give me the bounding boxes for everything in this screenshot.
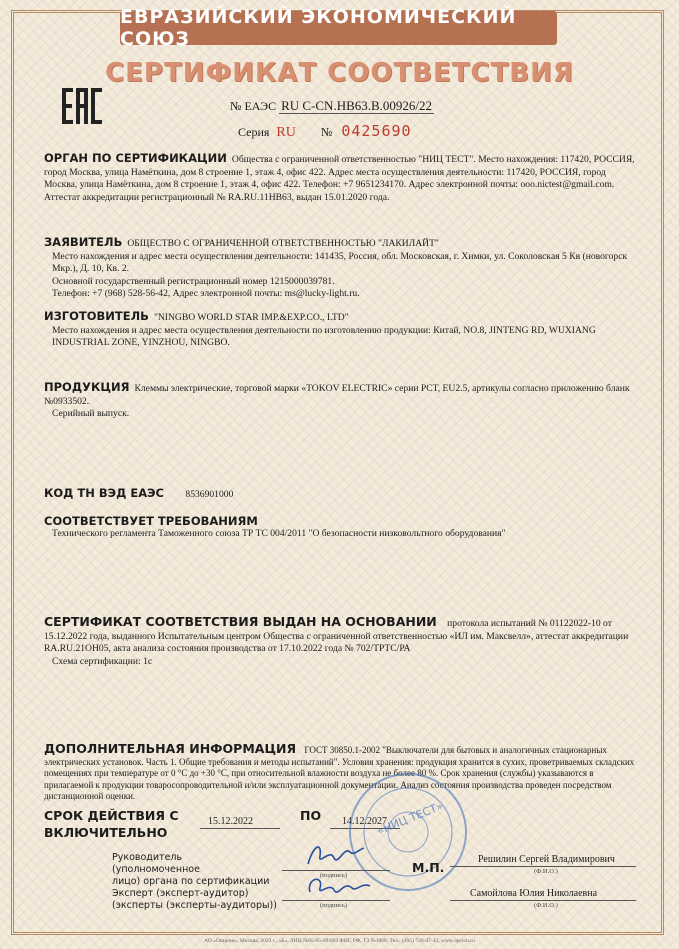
manufacturer-name: "NINGBO WORLD STAR IMP.&EXP.CO., LTD" — [153, 312, 349, 323]
product-serial: Серийный выпуск. — [52, 408, 130, 419]
validity-label: СРОК ДЕЙСТВИЯ С — [44, 808, 179, 823]
applicant-label: ЗАЯВИТЕЛЬ — [44, 235, 123, 249]
expert-name: Самойлова Юлия Николаевна — [470, 888, 598, 899]
head-label: Руководитель (уполномоченное лицо) органа по сертификации — [112, 852, 270, 887]
certificate-title: СЕРТИФИКАТ СООТВЕТСТВИЯ — [105, 58, 574, 88]
validity-inclusive: ВКЛЮЧИТЕЛЬНО — [44, 825, 168, 840]
certificate-number-value: RU C-CN.НВ63.В.00926/22 — [281, 98, 433, 113]
series-line — [238, 122, 412, 141]
additional-label: ДОПОЛНИТЕЛЬНАЯ ИНФОРМАЦИЯ — [44, 741, 297, 756]
applicant-name: ОБЩЕСТВО С ОГРАНИЧЕННОЙ ОТВЕТСТВЕННОСТЬЮ "ЛАКИЛАЙТ" — [127, 238, 439, 249]
tnved-label: КОД ТН ВЭД ЕАЭС — [44, 486, 164, 500]
tnved-section — [44, 487, 636, 502]
basis-scheme: Схема сертификации: 1с — [52, 655, 153, 667]
manufacturer-section — [44, 310, 636, 350]
requirements-section — [44, 515, 636, 540]
requirements-label: СООТВЕТСТВУЕТ ТРЕБОВАНИЯМ — [44, 514, 258, 528]
printer-footer: АО «Опцион», Москва, 2022 г., «Б», ЛИЦ №05-05-09/003 ФНС РФ, Т3 №1068, Тел.: (495) 726-47-42, www.opcion.ru — [204, 938, 475, 944]
applicant-contacts: Телефон: +7 (968) 528-56-42, Адрес электронной почты: ms@lucky-light.ru. — [52, 288, 360, 299]
union-banner — [120, 6, 557, 50]
seal-text: «НИЦ ТЕСТ» — [375, 799, 445, 838]
basis-section — [44, 616, 636, 668]
organ-label: ОРГАН ПО СЕРТИФИКАЦИИ — [44, 151, 227, 165]
series-value: RU — [276, 125, 296, 140]
applicant-section — [44, 236, 636, 301]
head-name-line — [450, 866, 636, 867]
validity-from-line — [200, 828, 280, 829]
basis-label: СЕРТИФИКАТ СООТВЕТСТВИЯ ВЫДАН НА ОСНОВАНИИ — [44, 614, 437, 629]
certificate-number — [230, 98, 434, 114]
expert-name-line — [450, 900, 636, 901]
additional-section — [44, 743, 636, 803]
eac-mark-icon — [60, 84, 104, 128]
expert-fio-caption: (Ф.И.О.) — [534, 902, 558, 909]
head-name: Решилин Сергей Владимирович — [478, 854, 615, 865]
validity-to: 14.12.2027 — [342, 816, 387, 827]
series-label: Серия — [238, 125, 270, 139]
expert-label: Эксперт (эксперт-аудитор) (эксперты (эксперты-аудиторы)) — [112, 888, 277, 911]
blank-number: 0425690 — [341, 122, 412, 140]
applicant-address: Место нахождения и адрес места осуществления деятельности: 141435, Россия, обл. Московская, г. Химки, ул. Соколовская 5 Кв (новогорск Мкр.), Д. 10, Кв. 2. — [52, 250, 628, 274]
union-title: ЕВРАЗИЙСКИЙ ЭКОНОМИЧЕСКИЙ СОЮЗ — [120, 6, 517, 50]
organ-text: Общества с ограниченной ответственностью "НИЦ ТЕСТ". Место нахождения: 117420, РОССИЯ, город Москва, улица Намёткина, дом 8 строение 1, этаж 4, офис 422. Адрес места осуществления деятельности: 117420, РОССИЯ, город Москва, улица Намёткина, дом 8 строение 1, этаж 4, офис 422. Телефон: +7 9651234170. Адрес электронной почты: ooo.nictest@gmail.com. Аттестат аккредитации регистрационный № RA.RU.11НВ63, выдан 15.01.2020 года. — [44, 154, 635, 203]
expert-signature-line — [282, 900, 390, 901]
requirements-text: Технического регламента Таможенного союза ТР ТС 004/2011 "О безопасности низковольтного оборудования" — [52, 527, 506, 539]
validity-from: 15.12.2022 — [208, 816, 253, 827]
head-signature-icon — [300, 838, 370, 872]
blank-number-label: № — [320, 125, 333, 139]
manufacturer-label: ИЗГОТОВИТЕЛЬ — [44, 309, 149, 323]
expert-signature-icon — [300, 868, 380, 902]
head-fio-caption: (Ф.И.О.) — [534, 868, 558, 875]
product-section — [44, 381, 636, 421]
organ-section — [44, 152, 636, 204]
manufacturer-address: Место нахождения и адрес места осуществления деятельности по изготовлению продукции: Китай, NO.8, JINTENG RD, WUXIANG INDUSTRIAL ZONE, YINZHOU, NINGBO. — [52, 324, 596, 348]
tnved-code: 8536901000 — [185, 489, 234, 500]
product-text: Клеммы электрические, торговой марки «TOKOV ELECTRIC» серии PCT, EU2.5, артикулы согласно приложению бланк №0933502. — [44, 383, 630, 407]
validity-to-label: ПО — [300, 808, 322, 823]
applicant-ogrn: Основной государственный регистрационный номер 1215000039781. — [52, 275, 335, 287]
certificate-number-label: № ЕАЭС — [230, 99, 277, 113]
additional-text: ГОСТ 30850.1-2002 "Выключатели для бытовых и аналогичных стационарных электрических установок. Часть 1. Общие требования и методы испытаний". Условия хранения: продукция хранится в сухих, проветриваемых складских помещениях при температуре от 0 °С до +30 °С, при относительной влажности воздуха не более 80 %. Срок хранения (службы) указываются в прилагаемой к продукции товаросопроводительной и/или эксплуатационной документации. Анализ состояния производства проведен посредством дистанционной оценки. — [44, 745, 635, 801]
mp-label: М.П. — [412, 860, 445, 875]
product-label: ПРОДУКЦИЯ — [44, 380, 130, 394]
head-signature-caption: (подпись) — [320, 872, 347, 879]
expert-signature-caption: (подпись) — [320, 902, 347, 909]
basis-text: протокола испытаний № 01122022-10 от 15.12.2022 года, выданного Испытательным центром Общества с ограниченной ответственностью «ИЛ им. Максвелл», аттестат аккредитации RA.RU.21ОН05, акта анализа состояния производства от 17.10.2022 года № 702/ТРТС/РА — [44, 618, 629, 654]
